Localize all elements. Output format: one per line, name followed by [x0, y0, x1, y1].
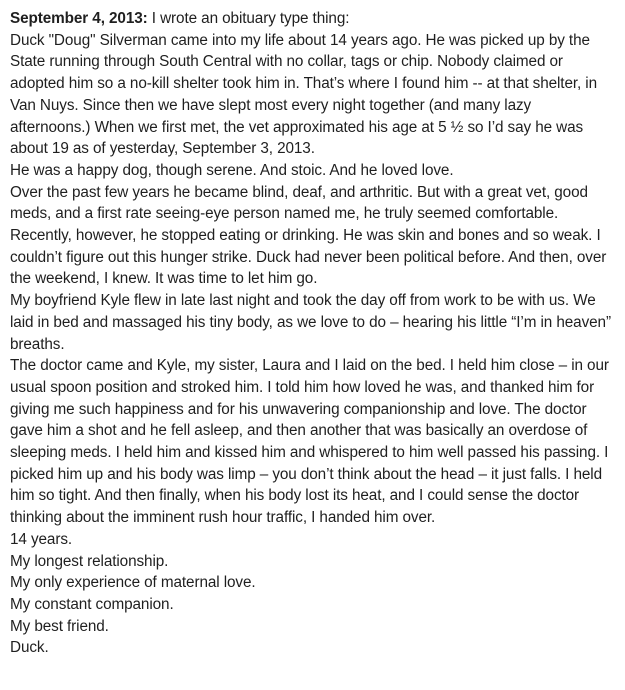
closing-line-best-friend: My best friend.	[10, 617, 109, 635]
post-heading	[10, 8, 615, 30]
closing-line-maternal: My only experience of maternal love.	[10, 574, 256, 592]
closing-line-companion: My constant companion.	[10, 595, 174, 613]
post-intro: I wrote an obituary type thing:	[147, 10, 350, 27]
post-date: September 4, 2013:	[10, 10, 148, 27]
paragraph-decline: Over the past few years he became blind, deaf, and arthritic. But with a great vet, good meds, and a first rate seeing-eye person named me, he truly seemed comfortable. Recently, however, he stopped eating or drinking. He was skin and bones and so weak. I couldn’t figure out this hunger strike. Duck had never been political before. And then, over the weekend, I knew. It was time to let him go.	[10, 183, 607, 288]
paragraph-passing: The doctor came and Kyle, my sister, Laura and I laid on the bed. I held him close – in our usual spoon position and stroked him. I told him how loved he was, and thanked him for giving me such happiness and for his unwavering companionship and love. The doctor gave him a shot and he fell asleep, and then another that was basically an overdose of sleeping meds. I held him and kissed him and whispered to him well passed his passing. I picked him up and his body was limp – you don’t think about the head – it just falls. I held him so tight. And then finally, when his body lost its heat, and I could sense the doctor thinking about the imminent rush hour traffic, I handed him over.	[10, 357, 609, 527]
paragraph-origin: Duck "Doug" Silverman came into my life about 14 years ago. He was picked up by the State running through South Central with no collar, tags or chip. Nobody claimed or adopted him so a no-kill shelter took him in. That’s where I found him -- at that shelter, in Van Nuys. Since then we have slept most every night together (and many lazy afternoons.) When we first met, the vet approximated his age at 5 ½ so I’d say he was about 19 as of yesterday, September 3, 2013.	[10, 31, 598, 158]
paragraph-temperament: He was a happy dog, though serene. And stoic. And he loved love.	[10, 161, 454, 179]
closing-line-name: Duck.	[10, 639, 49, 657]
closing-line-years: 14 years.	[10, 530, 73, 548]
closing-line-relationship: My longest relationship.	[10, 552, 169, 570]
paragraph-last-night: My boyfriend Kyle flew in late last night and took the day off from work to be with us. We laid in bed and massaged his tiny body, as we love to do – hearing his little “I’m in heaven” breaths.	[10, 292, 611, 353]
